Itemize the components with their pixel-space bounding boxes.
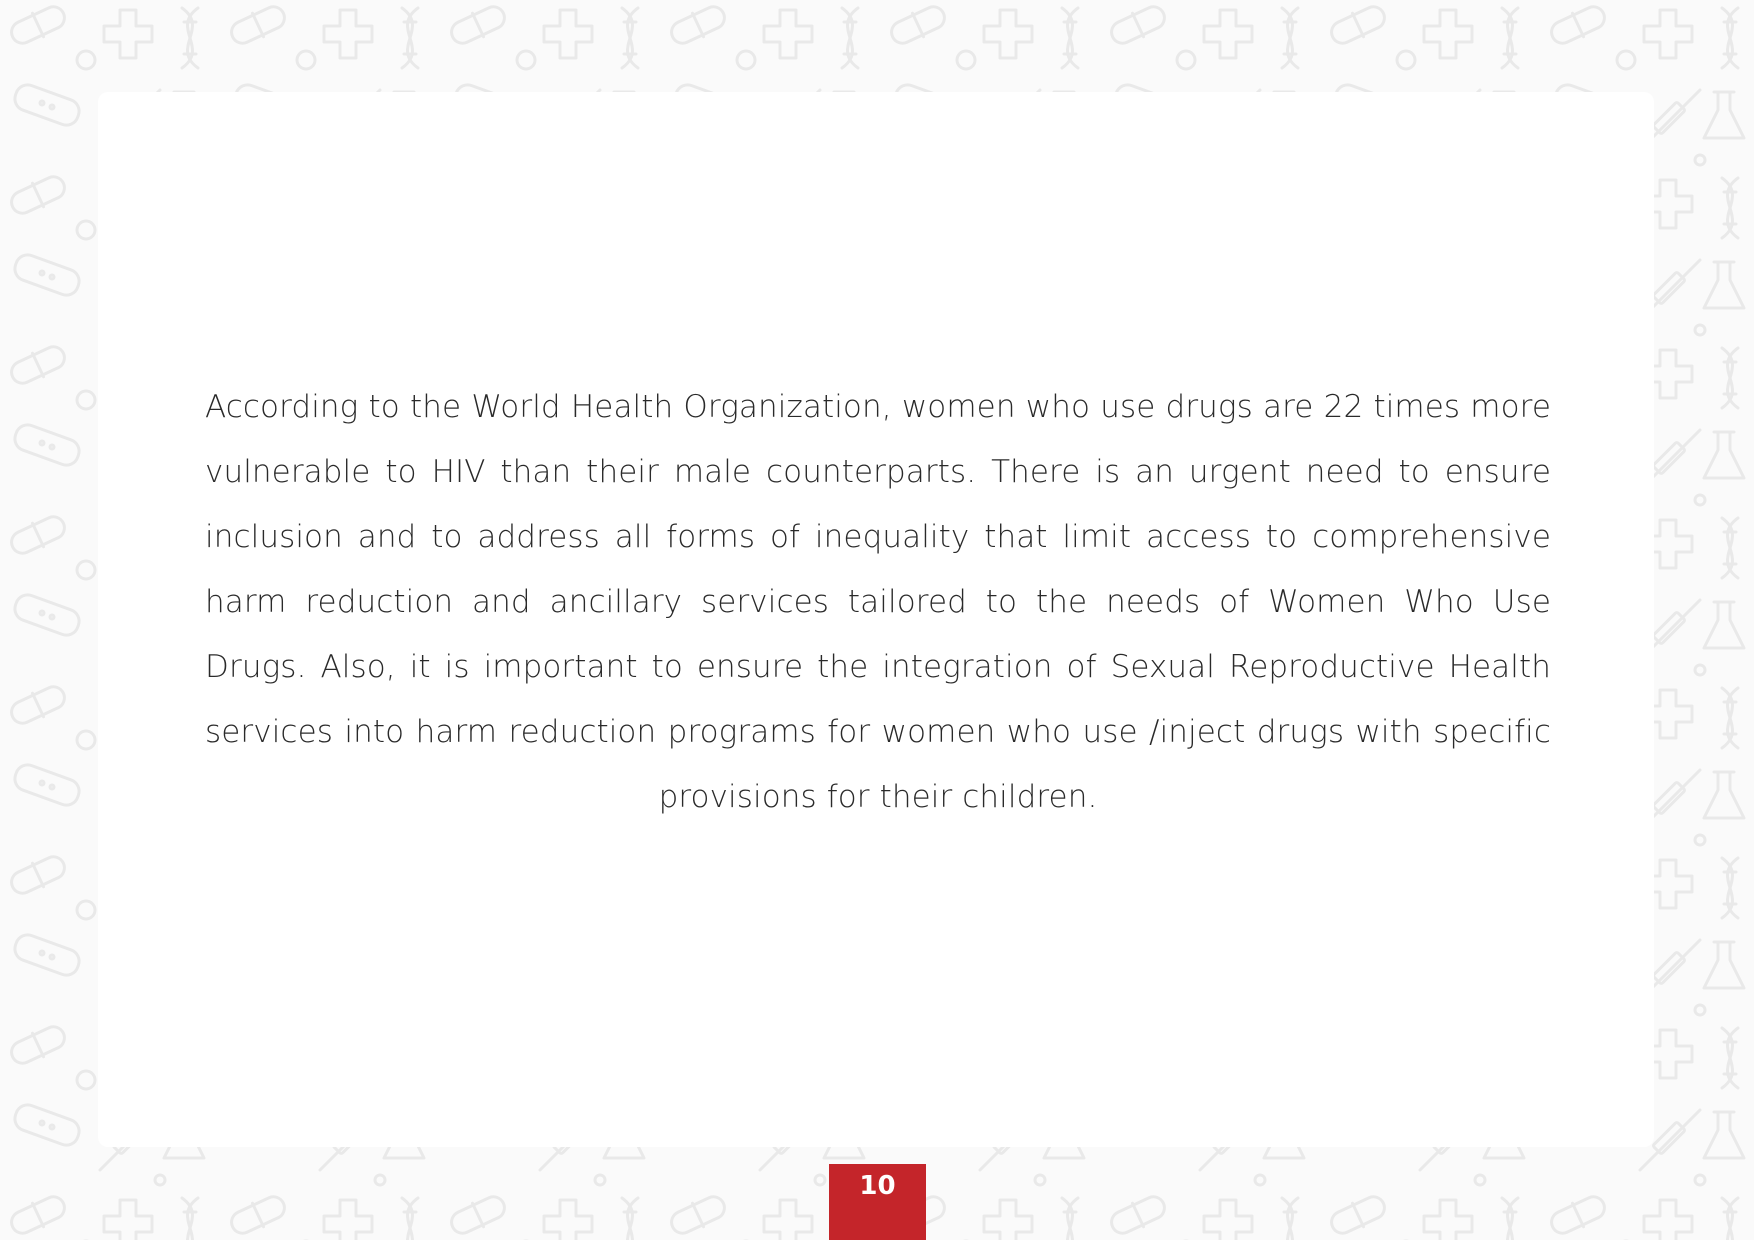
body-paragraph: According to the World Health Organization, women who use drugs are 22 times more vulnerable to HIV than their male counterparts. There is an urgent need to ensure inclusion and to address all forms of inequality that limit access to comprehensive harm reduction and ancillary services tailored to the needs of Women Who Use Drugs. Also, it is important to ensure the integration of Sexual Reproductive Health services into harm reduction programs for women who use /inject drugs with specific provisions for their children. (205, 389, 1551, 815)
page-number-badge (829, 1164, 926, 1240)
page-number: 10 (859, 1171, 896, 1201)
